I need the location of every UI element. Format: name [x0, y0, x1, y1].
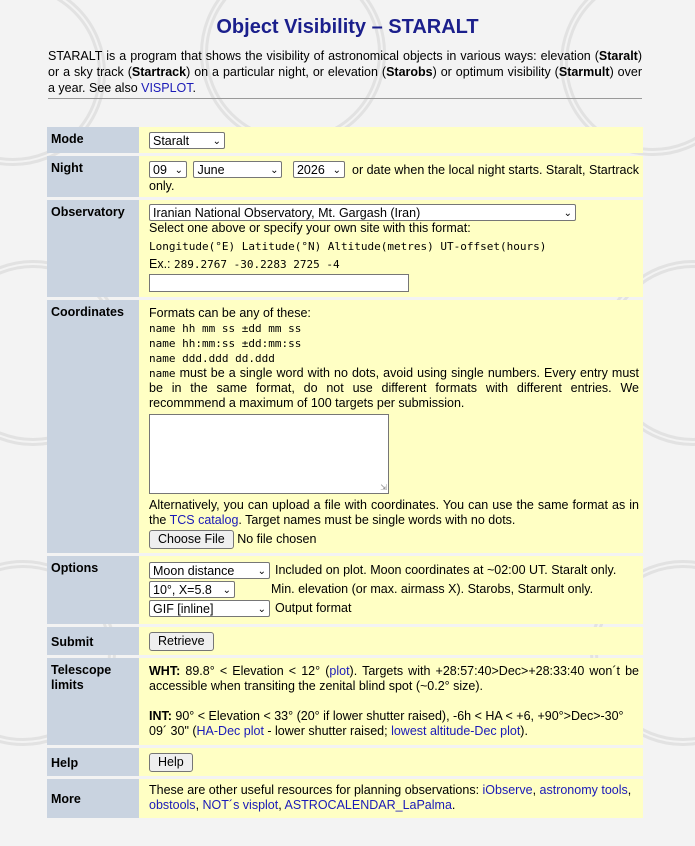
chevron-down-icon: ⌄	[563, 208, 572, 219]
moon-distance-select[interactable]	[149, 562, 270, 579]
intro-starobs: Starobs	[386, 65, 433, 79]
divider	[48, 98, 642, 99]
upload-part: Alternatively, you can upload a file with coordinates. You can use the same format as in the	[149, 498, 639, 527]
observatory-hint: Select one above or specify your own site with this format:	[149, 221, 471, 235]
elevation-option	[149, 581, 639, 598]
observatory-select[interactable]	[149, 204, 576, 221]
wht-limits	[149, 664, 639, 694]
night-label: Night	[47, 156, 139, 197]
output-format-note: Output format	[275, 601, 352, 615]
min-elevation-value: 10°, X=5.8	[153, 583, 212, 597]
moon-distance-value: Moon distance	[153, 564, 235, 578]
night-note: or date when the local night starts. Staralt, Startrack only.	[149, 163, 639, 193]
night-month-value: June	[197, 163, 225, 177]
night-year-value: 2026	[296, 163, 325, 177]
help-label: Help	[47, 748, 139, 776]
options-row	[47, 556, 643, 624]
observatory-label: Observatory	[47, 200, 139, 297]
submit-row	[47, 627, 643, 655]
visibility-form	[47, 124, 643, 821]
intro-startrack: Startrack	[131, 65, 187, 79]
intro-part: ) on a particular night, or elevation (	[186, 65, 387, 79]
resize-grip-icon[interactable]: ⇲	[380, 483, 387, 492]
mode-select-value: Staralt	[153, 134, 190, 148]
mode-select[interactable]	[149, 132, 225, 149]
format-line-3: name ddd.ddd dd.ddd	[149, 352, 275, 365]
intro-part: ) over a year. See also	[48, 65, 642, 95]
moon-option	[149, 562, 639, 579]
intro-starmult: Starmult	[558, 65, 610, 79]
rule-word: name	[149, 367, 176, 380]
coordinates-label: Coordinates	[47, 300, 139, 553]
options-label: Options	[47, 556, 139, 624]
example-value: 289.2767 -30.2283 2725 -4	[174, 258, 340, 271]
night-year-select[interactable]	[293, 161, 345, 178]
observatory-select-value: Iranian National Observatory, Mt. Gargash (Iran)	[153, 206, 421, 220]
int-name: INT:	[149, 709, 172, 723]
upload-text	[149, 498, 639, 528]
chevron-down-icon: ⌄	[270, 165, 279, 176]
observatory-row	[47, 200, 643, 297]
int-part: - lower shutter raised;	[263, 724, 392, 738]
output-format-value: GIF [inline]	[153, 602, 214, 616]
intro-part: STARALT is a program that shows the visibility of astronomical objects in various ways: elevation (	[48, 49, 599, 63]
more-row	[47, 779, 643, 818]
coordinates-rules	[149, 366, 639, 411]
more-text: These are other useful resources for planning observations:	[149, 783, 483, 797]
mode-label: Mode	[47, 127, 139, 153]
lowest-altitude-dec-plot-link[interactable]: lowest altitude-Dec plot	[391, 724, 521, 738]
astronomy-tools-link[interactable]: astronomy tools	[539, 783, 628, 797]
chevron-down-icon: ⌄	[257, 604, 266, 615]
more-label: More	[47, 779, 139, 818]
file-upload	[149, 530, 639, 549]
custom-site-input[interactable]	[149, 274, 409, 292]
more-end: .	[451, 798, 456, 812]
spacer	[149, 694, 639, 709]
intro-part: ) or a sky track (	[48, 49, 642, 79]
upload-part: . Target names must be single words with no dots.	[238, 513, 516, 527]
mode-row	[47, 127, 643, 153]
observatory-format: Longitude(°E) Latitude(°N) Altitude(metres) UT-offset(hours)	[149, 240, 547, 253]
telescope-limits-label: Telescope limits	[47, 658, 139, 745]
example-prefix: Ex.:	[149, 257, 171, 271]
wht-part: ). Targets with +28:57:40>Dec>+28:33:40 won´t be accessible when transiting the zenital blind spot (~0.2° size).	[149, 664, 639, 693]
intro-part: .	[192, 81, 197, 95]
chevron-down-icon: ⌄	[212, 136, 221, 147]
obstools-link[interactable]: obstools	[149, 798, 196, 812]
page-title: Object Visibility – STARALT	[216, 16, 479, 38]
submit-label: Submit	[47, 627, 139, 655]
formats-intro: Formats can be any of these:	[149, 306, 311, 320]
retrieve-button[interactable]: Retrieve	[149, 632, 214, 651]
no-file-text: No file chosen	[237, 532, 317, 546]
format-line-1: name hh mm ss ±dd mm ss	[149, 322, 302, 335]
chevron-down-icon: ⌄	[222, 585, 231, 596]
visplot-link[interactable]: VISPLOT	[141, 81, 193, 95]
int-limits	[149, 709, 639, 739]
chevron-down-icon: ⌄	[332, 165, 341, 176]
night-day-select[interactable]	[149, 161, 187, 178]
intro-staralt: Staralt	[598, 49, 638, 63]
chevron-down-icon: ⌄	[174, 165, 183, 176]
night-day-value: 09	[153, 163, 167, 177]
telescope-limits-row	[47, 658, 643, 745]
coordinates-row	[47, 300, 643, 553]
night-row	[47, 156, 643, 197]
int-part: ).	[520, 724, 528, 738]
more-resources: These are other useful resources for planning observations: iObserve, astronomy tools, obstools, NOT´s visplot, ASTROCALENDAR_LaPalma.	[149, 783, 632, 812]
wht-plot-link[interactable]: plot	[329, 664, 350, 678]
wht-part: 89.8° < Elevation < 12° (	[180, 664, 330, 678]
format-option	[149, 600, 639, 617]
iobserve-link[interactable]: iObserve	[482, 783, 533, 797]
wht-name: WHT:	[149, 664, 181, 678]
output-format-select[interactable]	[149, 600, 270, 617]
min-elevation-note: Min. elevation (or max. airmass X). Starobs, Starmult only.	[271, 582, 594, 596]
format-line-2: name hh:mm:ss ±dd:mm:ss	[149, 337, 302, 350]
intro-part: ) or optimum visibility (	[432, 65, 559, 79]
not-visplot-link[interactable]: NOT´s visplot	[202, 798, 279, 812]
tcs-catalog-link[interactable]: TCS catalog	[169, 513, 239, 527]
help-button[interactable]: Help	[149, 753, 193, 772]
intro-text	[48, 48, 642, 96]
moon-distance-note: Included on plot. Moon coordinates at ~02:00 UT. Staralt only.	[275, 563, 617, 577]
int-part: 90° < Elevation < 33° (20° if lower shutter raised), -6h < HA < +6, +90°>Dec>-30° 09´ 30" (	[149, 709, 624, 738]
choose-file-button[interactable]: Choose File	[149, 530, 234, 549]
ha-dec-plot-link[interactable]: HA-Dec plot	[196, 724, 264, 738]
rule-text: must be a single word with no dots, avoid using single numbers. Every entry must be in the same format, do not use different formats with different entries. We recommmend a maximum of 100 targets per submission.	[149, 366, 639, 410]
chevron-down-icon: ⌄	[257, 566, 266, 577]
observatory-example	[149, 257, 639, 272]
night-month-select[interactable]	[193, 161, 282, 178]
astrocalendar-link[interactable]: ASTROCALENDAR_LaPalma	[284, 798, 452, 812]
targets-textarea[interactable]	[149, 414, 389, 494]
min-elevation-select[interactable]	[149, 581, 235, 598]
help-row	[47, 748, 643, 776]
